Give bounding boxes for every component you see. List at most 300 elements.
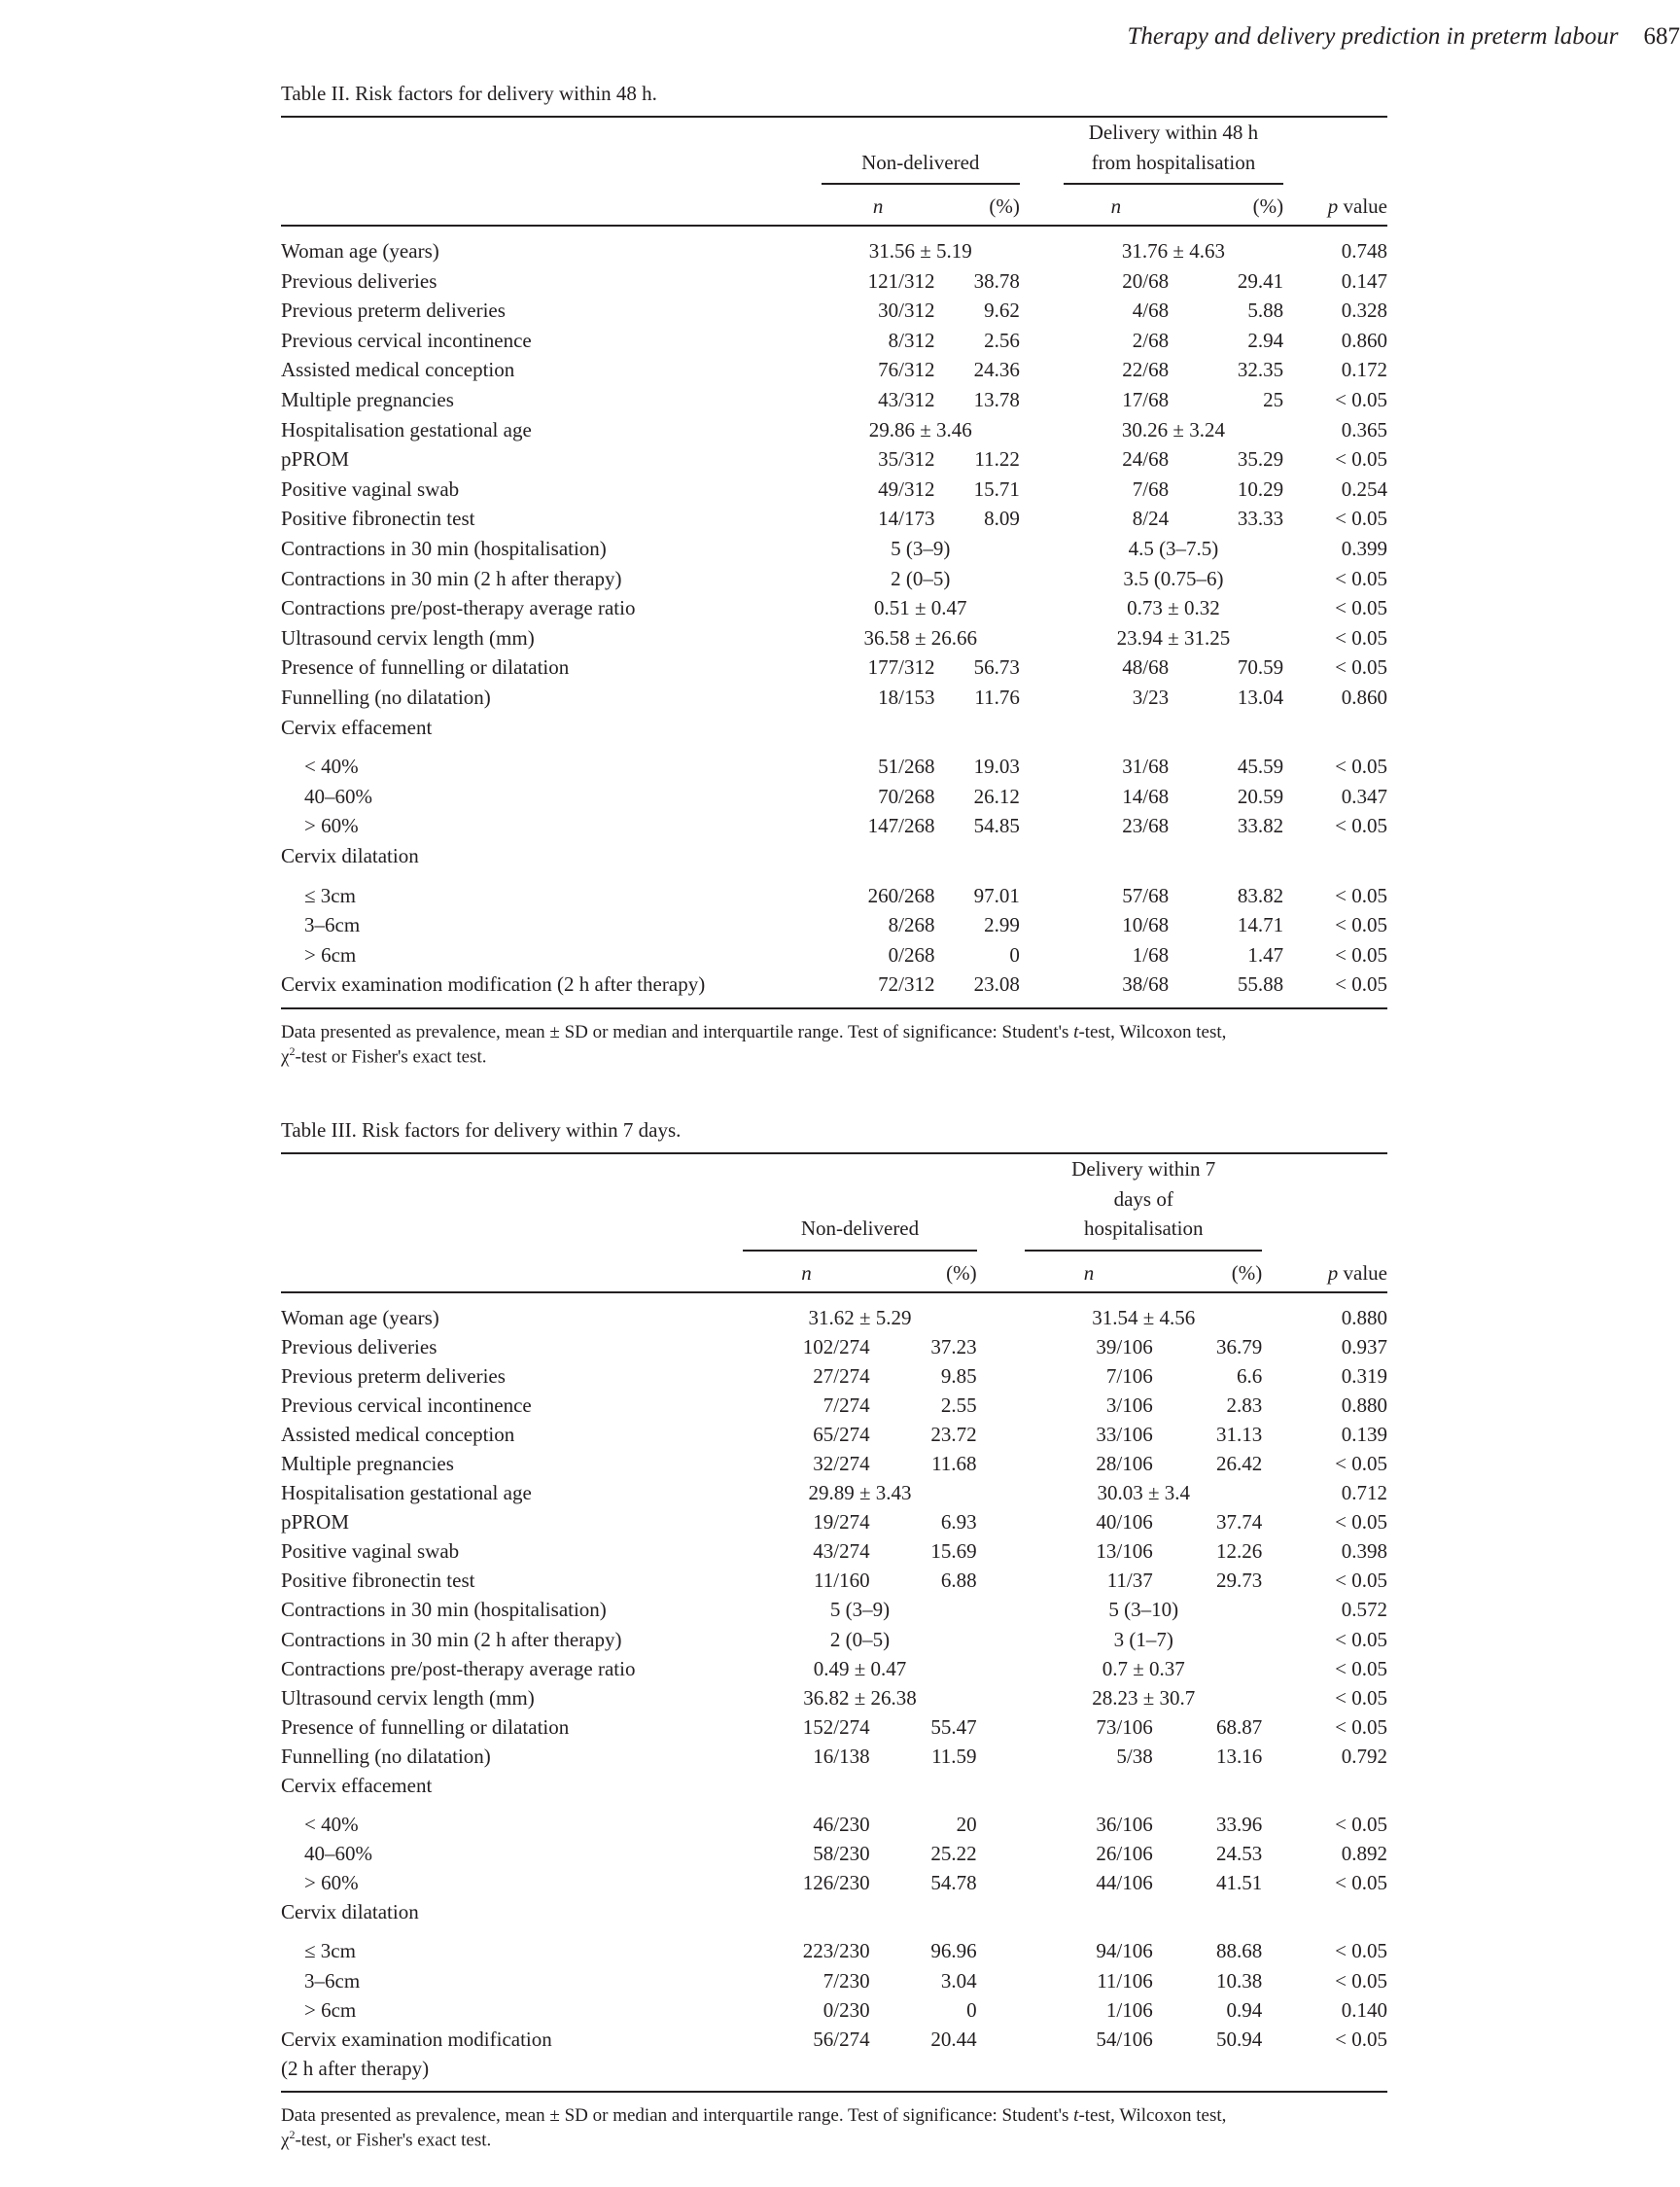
- column-header-pct: (%): [1231, 1260, 1263, 1285]
- cell-nondelivered-summary: 29.89 ± 3.43: [808, 1481, 912, 1505]
- cell-nondelivered-pct: 26.12: [973, 784, 1020, 808]
- cell-nondelivered-pct: 20.44: [930, 2027, 977, 2051]
- cell-p-value: < 0.05: [1335, 1685, 1387, 1710]
- cell-delivered-summary: 28.23 ± 30.7: [1092, 1685, 1196, 1710]
- cell-nondelivered-n: 126/230: [802, 1871, 870, 1895]
- cell-p-value: < 0.05: [1335, 2027, 1387, 2051]
- table-row: [281, 1449, 1387, 1478]
- data-table: [281, 1154, 1387, 2083]
- footnote-superscript: 2: [289, 1043, 296, 1058]
- cell-delivered-pct: 20.59: [1237, 784, 1284, 808]
- cell-p-value: < 0.05: [1335, 1627, 1387, 1651]
- cell-p-value: 0.880: [1341, 1393, 1387, 1417]
- cell-nondelivered-n: 147/268: [867, 814, 935, 838]
- table-row: [281, 683, 1387, 713]
- row-label: Ultrasound cervix length (mm): [281, 1685, 535, 1710]
- row-label: 40–60%: [304, 784, 372, 808]
- table-footnote: [281, 1021, 1387, 1069]
- table-caption: Table III. Risk factors for delivery within 7 days.: [281, 1118, 682, 1142]
- cell-p-value: < 0.05: [1335, 388, 1387, 412]
- row-label: Assisted medical conception: [281, 1422, 515, 1446]
- cell-nondelivered-n: 49/312: [878, 476, 935, 501]
- cell-nondelivered-pct: 25.22: [930, 1842, 977, 1866]
- footnote-italic-t: t: [1073, 1021, 1079, 1042]
- cell-nondelivered-pct: 15.71: [973, 476, 1020, 501]
- cell-nondelivered-n: 18/153: [878, 685, 935, 709]
- table-row: [281, 2054, 1387, 2083]
- row-label: Positive vaginal swab: [281, 1539, 460, 1564]
- cell-delivered-pct: 33.96: [1215, 1813, 1263, 1837]
- column-header-row: [281, 185, 1387, 226]
- row-label: Previous deliveries: [281, 268, 438, 293]
- cell-delivered-n: 24/68: [1122, 447, 1170, 472]
- cell-nondelivered-n: 152/274: [802, 1714, 870, 1739]
- cell-delivered-pct: 29.41: [1237, 268, 1284, 293]
- table-row: [281, 1332, 1387, 1361]
- cell-nondelivered-pct: 37.23: [930, 1334, 977, 1358]
- running-head-title: Therapy and delivery prediction in preterm labour: [1127, 23, 1619, 50]
- cell-delivered-summary: 5 (3–10): [1108, 1598, 1179, 1622]
- cell-delivered-n: 44/106: [1096, 1871, 1153, 1895]
- cell-delivered-pct: 2.83: [1226, 1393, 1263, 1417]
- cell-p-value: 0.712: [1341, 1481, 1387, 1505]
- table-row: [281, 266, 1387, 297]
- cell-nondelivered-pct: 23.08: [973, 972, 1020, 997]
- cell-delivered-n: 4/68: [1132, 299, 1170, 323]
- row-label: Contractions pre/post-therapy average ratio: [281, 1656, 636, 1680]
- table-row: [281, 593, 1387, 623]
- cell-nondelivered-n: 102/274: [802, 1334, 870, 1358]
- cell-p-value: 0.140: [1341, 1997, 1387, 2022]
- table-row: [281, 385, 1387, 415]
- row-label: Presence of funnelling or dilatation: [281, 655, 570, 680]
- row-label: Previous preterm deliveries: [281, 1363, 506, 1388]
- table-row: [281, 1361, 1387, 1391]
- cell-delivered-n: 20/68: [1122, 268, 1170, 293]
- cell-delivered-pct: 10.38: [1215, 1968, 1263, 1993]
- cell-p-value: < 0.05: [1335, 447, 1387, 472]
- row-label: ≤ 3cm: [304, 1939, 356, 1963]
- page-number: 687: [1643, 23, 1680, 50]
- cell-delivered-summary: 3 (1–7): [1113, 1627, 1173, 1651]
- row-label: Positive fibronectin test: [281, 507, 475, 531]
- bottom-rule: [281, 2091, 1387, 2093]
- cell-nondelivered-n: 58/230: [813, 1842, 870, 1866]
- cell-nondelivered-n: 35/312: [878, 447, 935, 472]
- cell-delivered-pct: 41.51: [1215, 1871, 1263, 1895]
- table-ii: [281, 82, 1387, 1069]
- cell-delivered-n: 11/106: [1097, 1968, 1153, 1993]
- cell-nondelivered-summary: 36.82 ± 26.38: [803, 1685, 917, 1710]
- cell-p-value: 0.880: [1341, 1305, 1387, 1329]
- cell-delivered-n: 14/68: [1122, 784, 1170, 808]
- cell-nondelivered-n: 46/230: [813, 1813, 870, 1837]
- cell-p-value: < 0.05: [1335, 1968, 1387, 1993]
- cell-nondelivered-summary: 2 (0–5): [891, 566, 951, 590]
- cell-p-value: 0.892: [1341, 1842, 1387, 1866]
- cell-p-value: < 0.05: [1335, 913, 1387, 937]
- cell-nondelivered-pct: 11.76: [974, 685, 1020, 709]
- cell-nondelivered-n: 27/274: [813, 1363, 870, 1388]
- row-label: Contractions in 30 min (hospitalisation): [281, 1598, 607, 1622]
- row-label: pPROM: [281, 447, 350, 472]
- table-row: [281, 564, 1387, 594]
- column-header-row: [281, 1252, 1387, 1292]
- footnote-chi: χ: [281, 1045, 290, 1067]
- cell-delivered-n: 26/106: [1096, 1842, 1153, 1866]
- cell-delivered-summary: 3.5 (0.75–6): [1123, 566, 1224, 590]
- table-row: [281, 841, 1387, 871]
- table-row: [281, 1654, 1387, 1683]
- cell-nondelivered-pct: 96.96: [930, 1939, 977, 1963]
- cell-nondelivered-pct: 38.78: [973, 268, 1020, 293]
- cell-delivered-n: 17/68: [1122, 388, 1170, 412]
- group-label-line: Delivery within 7: [1071, 1157, 1216, 1182]
- row-label: 3–6cm: [304, 1968, 361, 1993]
- row-label: Cervix dilatation: [281, 843, 419, 867]
- cell-delivered-n: 36/106: [1096, 1813, 1153, 1837]
- cell-delivered-pct: 35.29: [1237, 447, 1284, 472]
- table-iii: [281, 1118, 1387, 2152]
- cell-nondelivered-summary: 31.62 ± 5.29: [808, 1305, 912, 1329]
- cell-nondelivered-n: 43/274: [813, 1539, 870, 1564]
- group-header-delivered: [1064, 118, 1283, 184]
- group-label-line: from hospitalisation: [1091, 150, 1256, 174]
- cell-nondelivered-pct: 3.04: [940, 1968, 977, 1993]
- cell-p-value: 0.399: [1341, 537, 1387, 560]
- cell-p-value: 0.347: [1341, 784, 1387, 808]
- cell-delivered-pct: 6.6: [1236, 1363, 1263, 1388]
- row-label: Hospitalisation gestational age: [281, 417, 532, 441]
- cell-nondelivered-n: 8/312: [888, 328, 935, 352]
- cell-delivered-pct: 12.26: [1215, 1539, 1263, 1564]
- row-label: Woman age (years): [281, 239, 439, 264]
- cell-delivered-n: 5/38: [1116, 1744, 1153, 1768]
- cell-p-value: < 0.05: [1335, 655, 1387, 680]
- row-label: Woman age (years): [281, 1305, 439, 1329]
- footnote-superscript: 2: [289, 2127, 296, 2141]
- cell-p-value: 0.328: [1341, 299, 1387, 323]
- group-label-line: hospitalisation: [1083, 1217, 1204, 1241]
- cell-nondelivered-pct: 2.99: [984, 913, 1020, 937]
- row-label: Cervix effacement: [281, 715, 433, 739]
- table-row: [281, 1536, 1387, 1566]
- cell-delivered-n: 8/24: [1132, 507, 1170, 531]
- group-label-line: Delivery within 48 h: [1088, 121, 1259, 145]
- cell-nondelivered-pct: 2.55: [940, 1393, 977, 1417]
- row-label: Positive fibronectin test: [281, 1569, 475, 1593]
- header-rule: [281, 226, 1387, 236]
- column-header-value: value: [1338, 194, 1387, 219]
- table-row: [281, 1995, 1387, 2025]
- cell-delivered-n: 33/106: [1096, 1422, 1153, 1446]
- cell-delivered-pct: 1.47: [1247, 942, 1284, 967]
- table-row: [281, 1936, 1387, 1965]
- table-row: [281, 444, 1387, 475]
- cell-delivered-pct: 24.53: [1215, 1842, 1263, 1866]
- cell-p-value: < 0.05: [1335, 942, 1387, 967]
- row-label: Multiple pregnancies: [281, 388, 454, 412]
- column-header-n: n: [801, 1260, 812, 1285]
- cell-delivered-n: 7/68: [1132, 476, 1170, 501]
- cell-delivered-summary: 23.94 ± 31.25: [1116, 625, 1231, 650]
- cell-p-value: < 0.05: [1335, 625, 1387, 650]
- table-row: [281, 1683, 1387, 1712]
- cell-p-value: < 0.05: [1335, 1656, 1387, 1680]
- cell-delivered-pct: 70.59: [1237, 655, 1284, 680]
- cell-delivered-n: 38/68: [1122, 972, 1170, 997]
- cell-nondelivered-pct: 55.47: [930, 1714, 977, 1739]
- cell-delivered-pct: 26.42: [1215, 1451, 1263, 1475]
- cell-delivered-pct: 45.59: [1237, 755, 1284, 779]
- cell-nondelivered-pct: 8.09: [984, 507, 1020, 531]
- table-row: [281, 713, 1387, 743]
- row-label: Cervix examination modification: [281, 2027, 552, 2051]
- row-label: > 60%: [304, 1871, 359, 1895]
- cell-delivered-summary: 0.73 ± 0.32: [1127, 596, 1220, 620]
- cell-delivered-pct: 36.79: [1215, 1334, 1263, 1358]
- row-label: Presence of funnelling or dilatation: [281, 1714, 570, 1739]
- cell-p-value: < 0.05: [1335, 1714, 1387, 1739]
- table-row: [281, 236, 1387, 266]
- cell-delivered-n: 73/106: [1096, 1714, 1153, 1739]
- row-label: > 6cm: [304, 1997, 357, 2022]
- cell-nondelivered-pct: 15.69: [930, 1539, 977, 1564]
- row-label: Previous cervical incontinence: [281, 328, 532, 352]
- cell-delivered-pct: 33.82: [1237, 814, 1284, 838]
- cell-p-value: 0.139: [1341, 1422, 1387, 1446]
- cell-delivered-pct: 14.71: [1237, 913, 1284, 937]
- cell-delivered-n: 1/106: [1105, 1997, 1153, 2022]
- cell-p-value: 0.792: [1341, 1744, 1387, 1768]
- cell-nondelivered-n: 72/312: [878, 972, 935, 997]
- footnote-text: -test or Fisher's exact test.: [295, 1045, 487, 1067]
- header-rule: [281, 1292, 1387, 1303]
- table-row: [281, 1897, 1387, 1926]
- row-label: Cervix dilatation: [281, 1900, 419, 1924]
- row-label: Previous cervical incontinence: [281, 1393, 532, 1417]
- row-label: Contractions in 30 min (2 h after therapy): [281, 566, 622, 590]
- column-header-n: n: [872, 194, 884, 219]
- cell-p-value: < 0.05: [1335, 972, 1387, 997]
- table-row: [281, 475, 1387, 505]
- cell-delivered-pct: 29.73: [1215, 1569, 1263, 1593]
- cell-delivered-n: 57/68: [1122, 883, 1170, 907]
- cell-delivered-n: 7/106: [1105, 1363, 1153, 1388]
- cell-nondelivered-n: 14/173: [878, 507, 935, 531]
- cell-delivered-summary: 0.7 ± 0.37: [1102, 1656, 1185, 1680]
- row-label: Previous deliveries: [281, 1334, 438, 1358]
- cell-delivered-n: 11/37: [1106, 1569, 1153, 1593]
- cell-nondelivered-n: 70/268: [878, 784, 935, 808]
- row-label: Cervix effacement: [281, 1774, 433, 1797]
- cell-nondelivered-pct: 13.78: [973, 388, 1020, 412]
- table-row: [281, 623, 1387, 653]
- data-table: [281, 118, 1387, 1000]
- cell-nondelivered-n: 65/274: [813, 1422, 870, 1446]
- cell-p-value: < 0.05: [1335, 507, 1387, 531]
- row-label: Positive vaginal swab: [281, 476, 460, 501]
- cell-p-value: 0.860: [1341, 685, 1387, 709]
- table-row: [281, 1566, 1387, 1595]
- row-label: 3–6cm: [304, 913, 361, 937]
- cell-delivered-pct: 83.82: [1237, 883, 1284, 907]
- cell-p-value: 0.172: [1341, 358, 1387, 382]
- cell-delivered-pct: 13.16: [1215, 1744, 1263, 1768]
- cell-nondelivered-pct: 2.56: [984, 328, 1020, 352]
- table-row: [281, 910, 1387, 940]
- footnote-chi: χ: [281, 2130, 290, 2151]
- table-row: [281, 752, 1387, 782]
- cell-nondelivered-n: 0/230: [822, 1997, 870, 2022]
- row-label: Funnelling (no dilatation): [281, 685, 491, 709]
- cell-nondelivered-n: 223/230: [802, 1939, 870, 1963]
- cell-p-value: 0.860: [1341, 328, 1387, 352]
- row-label: 40–60%: [304, 1842, 372, 1866]
- row-label: Contractions in 30 min (hospitalisation): [281, 537, 607, 560]
- cell-p-value: 0.748: [1341, 239, 1387, 264]
- cell-delivered-pct: 37.74: [1215, 1510, 1263, 1534]
- cell-nondelivered-pct: 11.22: [974, 447, 1020, 472]
- row-label: Funnelling (no dilatation): [281, 1744, 491, 1768]
- row-label: Previous preterm deliveries: [281, 299, 506, 323]
- cell-delivered-pct: 2.94: [1247, 328, 1284, 352]
- table-row: [281, 504, 1387, 534]
- table-row: [281, 1507, 1387, 1536]
- cell-p-value: < 0.05: [1335, 1813, 1387, 1837]
- column-header-n: n: [1110, 194, 1122, 219]
- cell-delivered-pct: 13.04: [1237, 685, 1284, 709]
- cell-delivered-n: 39/106: [1096, 1334, 1153, 1358]
- cell-p-value: < 0.05: [1335, 1871, 1387, 1895]
- cell-p-value: 0.937: [1341, 1334, 1387, 1358]
- cell-delivered-n: 28/106: [1096, 1451, 1153, 1475]
- cell-nondelivered-pct: 9.62: [984, 299, 1020, 323]
- table-row: [281, 1625, 1387, 1654]
- cell-nondelivered-n: 121/312: [867, 268, 935, 293]
- row-label: > 60%: [304, 814, 359, 838]
- cell-delivered-pct: 25: [1263, 388, 1284, 412]
- table-footnote: [281, 2104, 1387, 2152]
- cell-nondelivered-summary: 0.51 ± 0.47: [874, 596, 967, 620]
- cell-nondelivered-n: 16/138: [813, 1744, 870, 1768]
- footnote-text: Data presented as prevalence, mean ± SD or median and interquartile range. Test of significance: Student's: [281, 1021, 1074, 1042]
- cell-p-value: < 0.05: [1335, 1569, 1387, 1593]
- cell-delivered-n: 22/68: [1122, 358, 1170, 382]
- row-label: Hospitalisation gestational age: [281, 1481, 532, 1505]
- cell-delivered-summary: 30.03 ± 3.4: [1097, 1481, 1190, 1505]
- row-label: < 40%: [304, 755, 359, 779]
- table-row: [281, 534, 1387, 564]
- cell-delivered-n: 54/106: [1096, 2027, 1153, 2051]
- cell-nondelivered-n: 19/274: [813, 1510, 870, 1534]
- cell-nondelivered-n: 30/312: [878, 299, 935, 323]
- cell-delivered-n: 10/68: [1122, 913, 1170, 937]
- cell-p-value: < 0.05: [1335, 1939, 1387, 1963]
- cell-delivered-n: 48/68: [1122, 655, 1170, 680]
- row-label: Multiple pregnancies: [281, 1451, 454, 1475]
- cell-delivered-n: 31/68: [1122, 755, 1170, 779]
- group-header-row: [281, 118, 1387, 184]
- cell-nondelivered-pct: 6.93: [940, 1510, 977, 1534]
- table-row: [281, 415, 1387, 445]
- cell-nondelivered-pct: 54.78: [930, 1871, 977, 1895]
- group-header-row: [281, 1154, 1387, 1250]
- row-label: pPROM: [281, 1510, 350, 1534]
- cell-p-value: < 0.05: [1335, 566, 1387, 590]
- cell-nondelivered-n: 7/274: [822, 1393, 870, 1417]
- cell-delivered-pct: 10.29: [1237, 476, 1284, 501]
- cell-delivered-pct: 50.94: [1215, 2027, 1263, 2051]
- row-label: Contractions pre/post-therapy average ratio: [281, 596, 636, 620]
- cell-nondelivered-summary: 2 (0–5): [829, 1627, 891, 1651]
- column-header-p: p: [1327, 1260, 1339, 1285]
- group-header-non-delivered: [743, 1154, 976, 1250]
- table-row: [281, 1742, 1387, 1771]
- cell-delivered-n: 40/106: [1096, 1510, 1153, 1534]
- running-head: [95, 23, 1680, 51]
- cell-nondelivered-pct: 20: [956, 1813, 977, 1837]
- footnote-italic-t: t: [1073, 2104, 1079, 2126]
- cell-p-value: 0.398: [1341, 1539, 1387, 1564]
- table-row: [281, 1712, 1387, 1742]
- row-label: Assisted medical conception: [281, 358, 515, 382]
- table-row: [281, 296, 1387, 326]
- cell-p-value: 0.572: [1341, 1598, 1387, 1622]
- cell-nondelivered-summary: 5 (3–9): [829, 1598, 891, 1622]
- row-label: Ultrasound cervix length (mm): [281, 625, 535, 650]
- cell-delivered-n: 94/106: [1096, 1939, 1153, 1963]
- cell-delivered-pct: 31.13: [1215, 1422, 1263, 1446]
- cell-nondelivered-n: 7/230: [822, 1968, 870, 1993]
- cell-nondelivered-pct: 0: [966, 1997, 977, 2022]
- cell-delivered-pct: 55.88: [1237, 972, 1284, 997]
- cell-nondelivered-pct: 6.88: [940, 1569, 977, 1593]
- row-label: > 6cm: [304, 942, 357, 967]
- cell-nondelivered-n: 8/268: [888, 913, 935, 937]
- cell-delivered-summary: 4.5 (3–7.5): [1128, 537, 1219, 560]
- cell-delivered-summary: 31.76 ± 4.63: [1121, 239, 1225, 264]
- cell-delivered-pct: 88.68: [1215, 1939, 1263, 1963]
- table-row: [281, 2025, 1387, 2054]
- column-header-pct: (%): [1252, 194, 1284, 219]
- cell-p-value: < 0.05: [1335, 596, 1387, 620]
- cell-nondelivered-n: 43/312: [878, 388, 935, 412]
- cell-p-value: < 0.05: [1335, 883, 1387, 907]
- cell-delivered-pct: 32.35: [1237, 358, 1284, 382]
- cell-nondelivered-pct: 97.01: [973, 883, 1020, 907]
- cell-delivered-pct: 33.33: [1237, 507, 1284, 531]
- row-label: (2 h after therapy): [281, 2056, 430, 2080]
- column-header-pct: (%): [989, 194, 1020, 219]
- group-header-delivered: [1025, 1154, 1262, 1250]
- cell-p-value: 0.365: [1341, 417, 1387, 441]
- cell-nondelivered-pct: 24.36: [973, 358, 1020, 382]
- table-row: [281, 970, 1387, 1000]
- table-row: [281, 653, 1387, 683]
- table-row: [281, 1810, 1387, 1839]
- cell-delivered-pct: 0.94: [1226, 1997, 1263, 2022]
- table-row: [281, 1478, 1387, 1507]
- table-row: [281, 782, 1387, 812]
- table-row: [281, 1868, 1387, 1897]
- row-label: Cervix examination modification (2 h after therapy): [281, 972, 706, 997]
- cell-p-value: < 0.05: [1335, 755, 1387, 779]
- cell-nondelivered-n: 56/274: [813, 2027, 870, 2051]
- bottom-rule: [281, 1007, 1387, 1009]
- cell-delivered-pct: 68.87: [1215, 1714, 1263, 1739]
- table-row: [281, 1839, 1387, 1868]
